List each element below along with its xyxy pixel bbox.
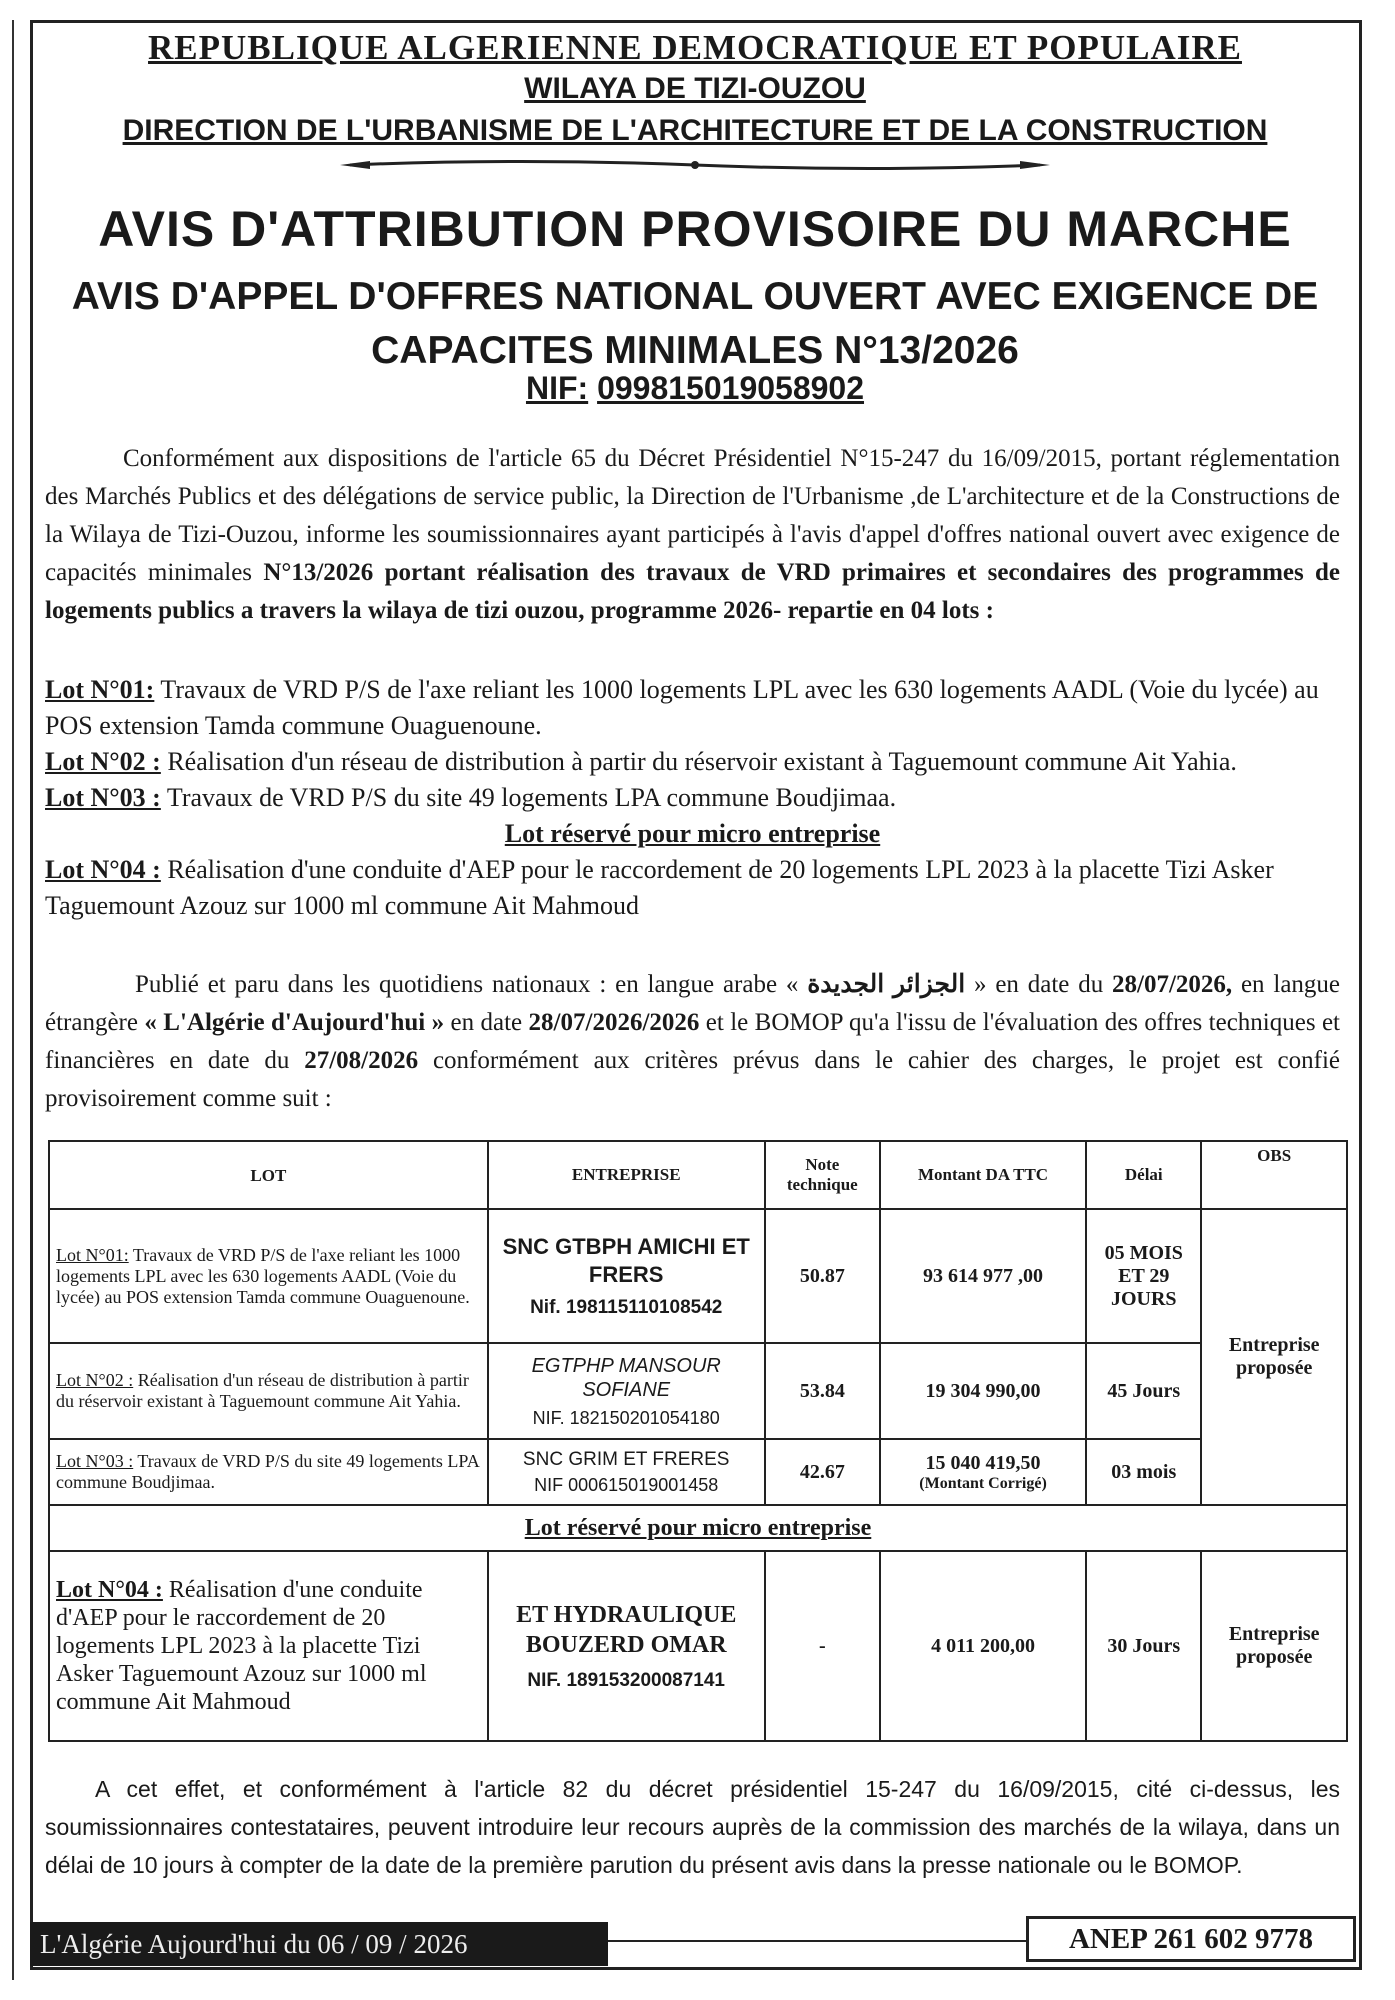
publication-paragraph (45, 966, 1340, 1118)
delai-cell: 05 MOIS ET 29 JOURS (1086, 1209, 1201, 1343)
lot-label: Lot N°03 : (45, 783, 161, 812)
results-table (48, 1140, 1348, 1742)
lot-text: Réalisation d'une conduite d'AEP pour le raccordement de 20 logements LPL 2023 à la placette Tizi Asker Taguemount Azouz sur 1000 ml commune Ait Mahmoud (45, 855, 1274, 920)
nif-line (40, 370, 1350, 407)
intro-bold-text: N°13/2026 portant réalisation des travaux de VRD primaires et secondaires des programmes de logements publics a travers la wilaya de tizi ouzou, programme 2026- repartie en 04 lots : (45, 559, 1340, 624)
notice-title: AVIS D'ATTRIBUTION PROVISOIRE DU MARCHE (98, 201, 1292, 257)
entreprise-cell (488, 1551, 765, 1741)
table-row (49, 1551, 1347, 1741)
notice-subtitle: AVIS D'APPEL D'OFFRES NATIONAL OUVERT AVEC EXIGENCE DE CAPACITES MINIMALES N°13/2026 (71, 275, 1319, 372)
publication-footer: L'Algérie Aujourd'hui du 06 / 09 / 2026 (30, 1922, 608, 1966)
col-header-entreprise: ENTREPRISE (488, 1141, 765, 1209)
pub-text: conformément aux critères prévus dans le cahier des charges, le projet est confié provisoirement comme suit : (45, 1047, 1340, 1112)
entreprise-cell (488, 1439, 765, 1505)
col-header-note: Note technique (765, 1141, 880, 1209)
ornament-divider (340, 158, 1050, 172)
lot-text: Travaux de VRD P/S du site 49 logements LPA commune Boudjimaa. (160, 783, 897, 812)
note-cell: 50.87 (765, 1209, 880, 1343)
note-cell: - (765, 1551, 880, 1741)
entreprise-nif: NIF. 182150201054180 (532, 1407, 720, 1428)
montant-cell: 4 011 200,00 (880, 1551, 1086, 1741)
col-header-obs: OBS (1201, 1141, 1347, 1209)
pub-text: » en date du (965, 971, 1112, 998)
lot-cell (49, 1439, 488, 1505)
intro-text: Conformément aux dispositions de l'article 65 du Décret Présidentiel N°15-247 du 16/09/2015, portant réglementation des Marchés Publics et des délégations de service public, la Direction de l'Urbanisme ,de L'architecture et de la Constructions de la Wilaya de Tizi-Ouzou, informe les soumissionnaires ayant participés à l'avis d'appel d'offres national ouvert avec exigence de capacités minimales (45, 445, 1340, 586)
footer-divider (608, 1940, 1028, 1942)
lot-text: Réalisation d'un réseau de distribution à partir du réservoir existant à Taguemount commune Ait Yahia. (160, 747, 1237, 776)
table-row (49, 1209, 1347, 1343)
lot-text: Travaux de VRD P/S de l'axe reliant les 1000 logements LPL avec les 630 logements AADL (Voie du lycée) au POS extension Tamda commune Ouaguenoune. (45, 675, 1319, 740)
lot-label: Lot N°02 : (56, 1370, 134, 1390)
pub-arabic-title: الجزائر الجديدة (807, 971, 966, 998)
lot-label: Lot N°02 : (45, 747, 161, 776)
lot-cell (49, 1209, 488, 1343)
delai-cell: 30 Jours (1086, 1551, 1201, 1741)
entreprise-name: SNC GRIM ET FRERES (522, 1448, 730, 1470)
col-header-montant: Montant DA TTC (880, 1141, 1086, 1209)
obs-cell: Entreprise proposée (1201, 1209, 1347, 1505)
note-cell: 42.67 (765, 1439, 880, 1505)
table-row (49, 1343, 1347, 1439)
lot-label: Lot N°04 : (56, 1577, 163, 1603)
entreprise-cell (488, 1209, 765, 1343)
nif-label: NIF: (525, 370, 589, 406)
montant-cell: 93 614 977 ,00 (880, 1209, 1086, 1343)
pub-text: en langue étrangère (45, 971, 1341, 1036)
lot-cell (49, 1343, 488, 1439)
intro-paragraph (45, 440, 1340, 630)
pub-text: en date (444, 1009, 529, 1036)
col-header-lot: LOT (49, 1141, 488, 1209)
montant-note: (Montant Corrigé) (919, 1474, 1047, 1492)
nif-value: 099815019058902 (597, 370, 865, 406)
lot-label: Lot N°01: (45, 675, 155, 704)
lot-description: Travaux de VRD P/S du site 49 logements LPA commune Boudjimaa. (56, 1451, 479, 1492)
micro-entreprise-label: Lot réservé pour micro entreprise (49, 1505, 1347, 1551)
pub-date: 27/08/2026 (304, 1047, 419, 1074)
micro-entreprise-row (49, 1505, 1347, 1551)
lot-label: Lot N°03 : (56, 1451, 134, 1471)
table-row (49, 1439, 1347, 1505)
delai-cell: 45 Jours (1086, 1343, 1201, 1439)
entreprise-nif: NIF 000615019001458 (534, 1474, 719, 1495)
entreprise-cell (488, 1343, 765, 1439)
entreprise-nif: Nif. 198115110108542 (530, 1297, 723, 1318)
lots-list (45, 672, 1340, 924)
closing-paragraph: A cet effet, et conformément à l'article 82 du décret présidentiel 15-247 du 16/09/2015, cité ci-dessus, les soumissionnaires contestataires, peuvent introduire leur recours auprès de la commission des marchés de la wilaya, dans un délai de 10 jours à compter de la date de la première parution du présent avis dans la presse nationale ou le BOMOP. (45, 1776, 1340, 1878)
wilaya-heading: WILAYA DE TIZI-OUZOU (524, 72, 866, 105)
entreprise-name: SNC GTBPH AMICHI ET FRERS (502, 1234, 750, 1287)
direction-heading: DIRECTION DE L'URBANISME DE L'ARCHITECTURE ET DE LA CONSTRUCTION (122, 114, 1268, 147)
pub-text: et le BOMOP qu'a l'issu de l'évaluation des offres techniques et financières en date du (45, 1009, 1341, 1074)
delai-cell: 03 mois (1086, 1439, 1201, 1505)
obs-cell: Entreprise proposée (1201, 1551, 1347, 1741)
pub-date: 28/07/2026/2026 (528, 1009, 700, 1036)
lot-item (45, 744, 1340, 780)
lot-description: Travaux de VRD P/S de l'axe reliant les 1000 logements LPL avec les 630 logements AADL (Voie du lycée) au POS extension Tamda commune Ouaguenoune. (56, 1244, 470, 1307)
lot-cell (49, 1551, 488, 1741)
lot-item (45, 852, 1340, 924)
lot-description: Réalisation d'une conduite d'AEP pour le raccordement de 20 logements LPL 2023 à la placette Tizi Asker Taguemount Azouz sur 1000 ml commune Ait Mahmoud (56, 1577, 427, 1715)
montant-value: 15 040 419,50 (925, 1451, 1041, 1474)
republic-heading: REPUBLIQUE ALGERIENNE DEMOCRATIQUE ET POPULAIRE (148, 28, 1242, 67)
col-header-delai: Délai (1086, 1141, 1201, 1209)
lot-item (45, 672, 1340, 744)
lot-label: Lot N°04 : (45, 855, 161, 884)
entreprise-name: EGTPHP MANSOUR SOFIANE (531, 1354, 721, 1401)
note-cell: 53.84 (765, 1343, 880, 1439)
pub-date: 28/07/2026, (1112, 971, 1233, 998)
pub-journal: « L'Algérie d'Aujourd'hui » (144, 1009, 445, 1036)
lot-reserved-label: Lot réservé pour micro entreprise (504, 819, 881, 848)
table-header-row (49, 1141, 1347, 1209)
montant-cell (880, 1439, 1086, 1505)
lot-item (45, 780, 1340, 816)
pub-text: Publié et paru dans les quotidiens nationaux : en langue arabe « (135, 971, 808, 998)
anep-reference: ANEP 261 602 9778 (1026, 1916, 1356, 1962)
lot-description: Réalisation d'un réseau de distribution à partir du réservoir existant à Taguemount commune Ait Yahia. (56, 1370, 469, 1411)
lot-label: Lot N°01: (56, 1244, 129, 1265)
entreprise-nif: NIF. 189153200087141 (527, 1670, 725, 1691)
montant-cell: 19 304 990,00 (880, 1343, 1086, 1439)
entreprise-name: ET HYDRAULIQUE BOUZERD OMAR (516, 1602, 737, 1658)
page-edge-line (12, 20, 14, 1980)
